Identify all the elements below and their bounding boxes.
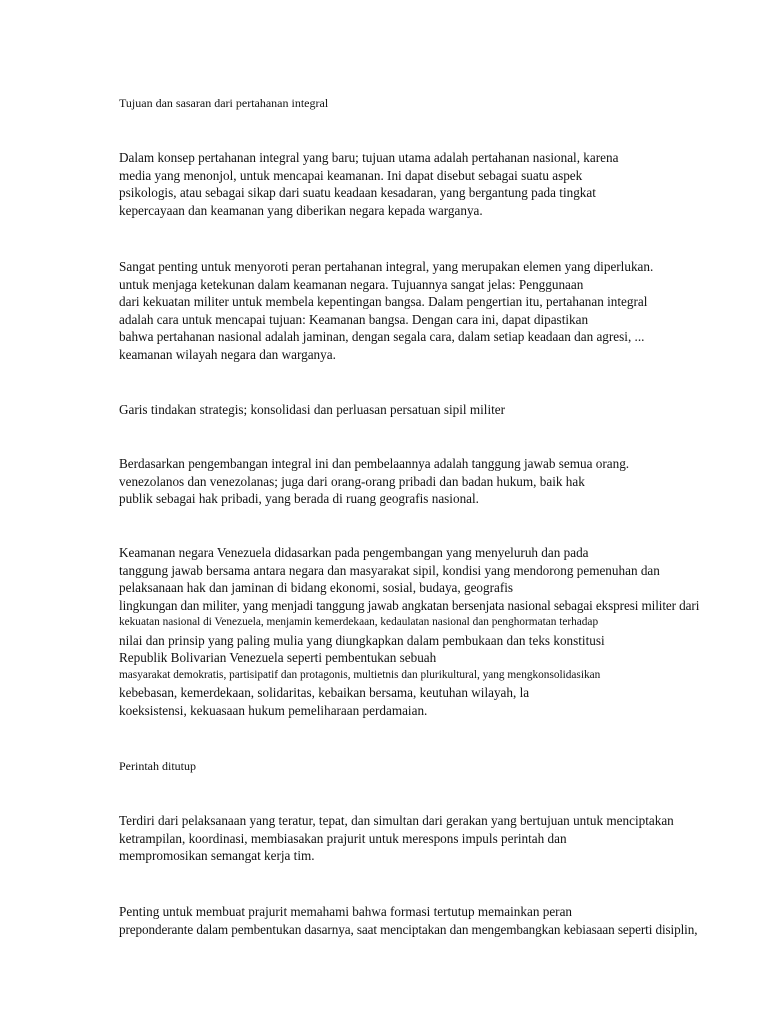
text-line: publik sebagai hak pribadi, yang berada di ruang geografis nasional. (119, 491, 479, 506)
paragraph-pelaksanaan-gerakan (119, 812, 764, 865)
paragraph-peran-pertahanan (119, 258, 764, 363)
text-line: untuk menjaga ketekunan dalam keamanan negara. Tujuannya sangat jelas: Penggunaan (119, 276, 584, 292)
paragraph-keamanan-venezuela (119, 544, 764, 719)
text-line: Keamanan negara Venezuela didasarkan pada pengembangan yang menyeluruh dan pada (119, 545, 589, 560)
paragraph-pengembangan-integral (119, 455, 764, 508)
text-line: adalah cara untuk mencapai tujuan: Keamanan bangsa. Dengan cara ini, dapat dipastikan (119, 311, 589, 327)
text-line: media yang menonjol, untuk mencapai keamanan. Ini dapat disebut sebagai suatu aspek (119, 167, 583, 183)
text-line: Republik Bolivarian Venezuela seperti pembentukan sebuah (119, 650, 437, 665)
text-line: Penting untuk membuat prajurit memahami bahwa formasi tertutup memainkan peran (119, 904, 573, 919)
text-line: Garis tindakan strategis; konsolidasi dan perluasan persatuan sipil militer (119, 402, 506, 417)
text-line: dari kekuatan militer untuk membela kepentingan bangsa. Dalam pengertian itu, pertahanan integral (119, 294, 648, 309)
text-line: kebebasan, kemerdekaan, solidaritas, kebaikan bersama, keutuhan wilayah, la (119, 685, 530, 700)
text-line: pelaksanaan hak dan jaminan di bidang ekonomi, sosial, budaya, geografis (119, 580, 514, 595)
heading-tujuan-sasaran: Tujuan dan sasaran dari pertahanan integral (119, 96, 329, 110)
text-line: venezolanos dan venezolanas; juga dari orang-orang pribadi dan badan hukum, baik hak (119, 473, 585, 489)
heading-perintah-ditutup: Perintah ditutup (119, 759, 196, 773)
text-line: Terdiri dari pelaksanaan yang teratur, tepat, dan simultan dari gerakan yang bertujuan untuk menciptakan (119, 813, 674, 828)
text-line: kepercayaan dan keamanan yang diberikan negara kepada warganya. (119, 202, 483, 218)
heading-garis-tindakan (119, 401, 764, 419)
text-line: Dalam konsep pertahanan integral yang baru; tujuan utama adalah pertahanan nasional, karena (119, 150, 619, 165)
text-line: kekuatan nasional di Venezuela, menjamin kemerdekaan, kedaulatan nasional dan penghormatan terhadap (119, 616, 599, 628)
text-line: masyarakat demokratis, partisipatif dan protagonis, multietnis dan plurikultural, yang mengkonsolidasikan (119, 668, 601, 681)
text-line: lingkungan dan militer, yang menjadi tanggung jawab angkatan bersenjata nasional sebagai ekspresi militer dari (119, 597, 700, 613)
text-line: koeksistensi, kekuasaan hukum pemeliharaan perdamaian. (119, 702, 428, 718)
text-line: keamanan wilayah negara dan warganya. (119, 346, 336, 362)
text-line: preponderante dalam pembentukan dasarnya, saat menciptakan dan mengembangkan kebiasaan seperti disiplin, (119, 921, 698, 937)
text-line: Sangat penting untuk menyoroti peran pertahanan integral, yang merupakan elemen yang diperlukan. (119, 259, 654, 274)
text-line: ketrampilan, koordinasi, membiasakan prajurit untuk merespons impuls perintah dan (119, 830, 567, 846)
text-line: psikologis, atau sebagai sikap dari suatu keadaan kesadaran, yang bergantung pada tingkat (119, 185, 596, 200)
text-line: bahwa pertahanan nasional adalah jaminan, dengan segala cara, dalam setiap keadaan dan agresi, ... (119, 329, 645, 344)
text-line: Berdasarkan pengembangan integral ini dan pembelaannya adalah tanggung jawab semua orang. (119, 456, 630, 471)
text-line: mempromosikan semangat kerja tim. (119, 848, 315, 863)
paragraph-konsep-pertahanan (119, 149, 764, 219)
text-line: nilai dan prinsip yang paling mulia yang diungkapkan dalam pembukaan dan teks konstitusi (119, 632, 605, 648)
text-line: tanggung jawab bersama antara negara dan masyarakat sipil, kondisi yang mendorong pemenuhan dan (119, 562, 660, 578)
paragraph-formasi-tertutup (119, 903, 764, 938)
